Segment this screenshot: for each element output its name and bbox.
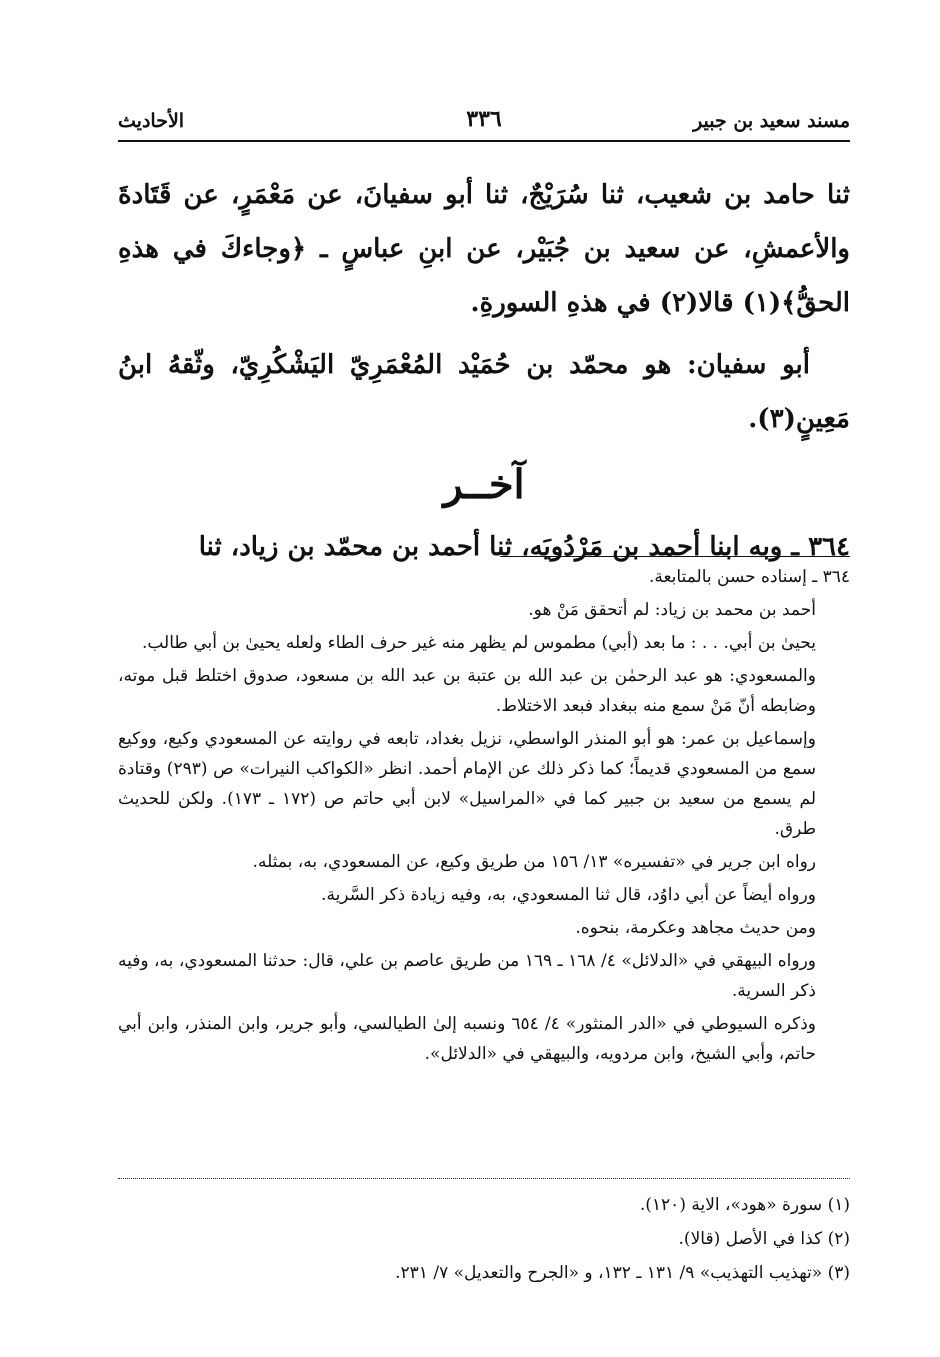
footnotes-separator: [118, 1178, 850, 1179]
paragraph-narrator: أبو سفيان: هو محمّد بن حُمَيْد المُعْمَرِيّ اليَشْكُرِيّ، وثّقهُ ابنُ مَعِينٍ(٣).: [118, 350, 850, 434]
paragraph-chain: ثنا حامد بن شعيب، ثنا سُرَيْجٌ، ثنا أبو سفيانَ، عن مَعْمَرٍ، عن قَتَادةَ والأعمشِ، عن سعيد بن جُبَيْر، عن ابنِ عباسٍ ـ ﴿وجاءكَ في هذهِ الحقُّ﴾(١) قالا(٢) في هذهِ السورةِ.: [118, 180, 850, 318]
header-rule: [118, 140, 850, 142]
footnote: (٣) «تهذيب التهذيب» ٩/ ١٣١ ـ ١٣٢، و «الجرح والتعديل» ٧/ ٢٣١.: [395, 1263, 850, 1283]
note-item: ورواه البيهقي في «الدلائل» ٤/ ١٦٨ ـ ١٦٩ من طريق عاصم بن علي، قال: حدثنا المسعودي، به، وفيه ذكر السرية.: [118, 951, 816, 1001]
footnotes: [118, 1188, 850, 1290]
page-number: ٣٣٦: [466, 106, 502, 132]
note-item: ورواه أيضاً عن أبي داوُد، قال ثنا المسعودي، به، وفيه زيادة ذكر السَّرية.: [321, 885, 816, 905]
main-text: [118, 168, 850, 574]
note-heading: ٣٦٤ ـ إسناده حسن بالمتابعة.: [648, 567, 850, 587]
note-item: وذكره السيوطي في «الدر المنثور» ٤/ ٦٥٤ ونسبه إلىٰ الطيالسي، وأبو جرير، وابن المنذر، وابن أبي حاتم، وأبي الشيخ، وابن مردويه، والبيهقي في «الدلائل».: [118, 1014, 816, 1064]
commentary-notes: [118, 562, 850, 1069]
hadith-start: ٣٦٤ ـ وبه ابنا أحمد بن مَرْدُويَه، ثنا أحمد بن محمّد بن زياد، ثنا: [198, 532, 850, 562]
footnote: (٢) كذا في الأصل (قالا).: [678, 1229, 850, 1249]
note-item: وإسماعيل بن عمر: هو أبو المنذر الواسطي، نزيل بغداد، تابعه في روايته عن المسعودي وكيع، ووكيع سمع من المسعودي قديماً؛ كما ذكر ذلك عن الإمام أحمد. انظر «الكواكب النيرات» ص (٢٩٣) وقتادة لم يسمع من سعيد بن جبير كما في «المراسيل» لابن أبي حاتم ص (١٧٢ ـ ١٧٣). ولكن للحديث طرق.: [118, 729, 817, 839]
section-title: الأحاديث: [118, 110, 185, 132]
book-title: مسند سعيد بن جبير: [693, 110, 850, 132]
note-item: يحيىٰ بن أبي. . . : ما بعد (أبي) مطموس لم يظهر منه غير حرف الطاء ولعله يحيىٰ بن أبي طالب.: [141, 633, 816, 653]
note-item: ومن حديث مجاهد وعكرمة، بنحوه.: [575, 918, 816, 938]
notes-separator: [500, 556, 850, 557]
note-item: أحمد بن محمد بن زياد: لم أتحقق مَنْ هو.: [528, 600, 816, 620]
note-item: والمسعودي: هو عبد الرحمٰن بن عبد الله بن عتبة بن عبد الله بن مسعود، صدوق اختلط قبل موته، وضابطه أنّ مَنْ سمع منه ببغداد فبعد الاختلاط.: [118, 666, 816, 716]
section-heading: آخــر: [443, 461, 525, 508]
note-item: رواه ابن جرير في «تفسيره» ١٣/ ١٥٦ من طريق وكيع، عن المسعودي، به، بمثله.: [252, 852, 816, 872]
footnote: (١) سورة «هود»، الاية (١٢٠).: [639, 1195, 850, 1215]
